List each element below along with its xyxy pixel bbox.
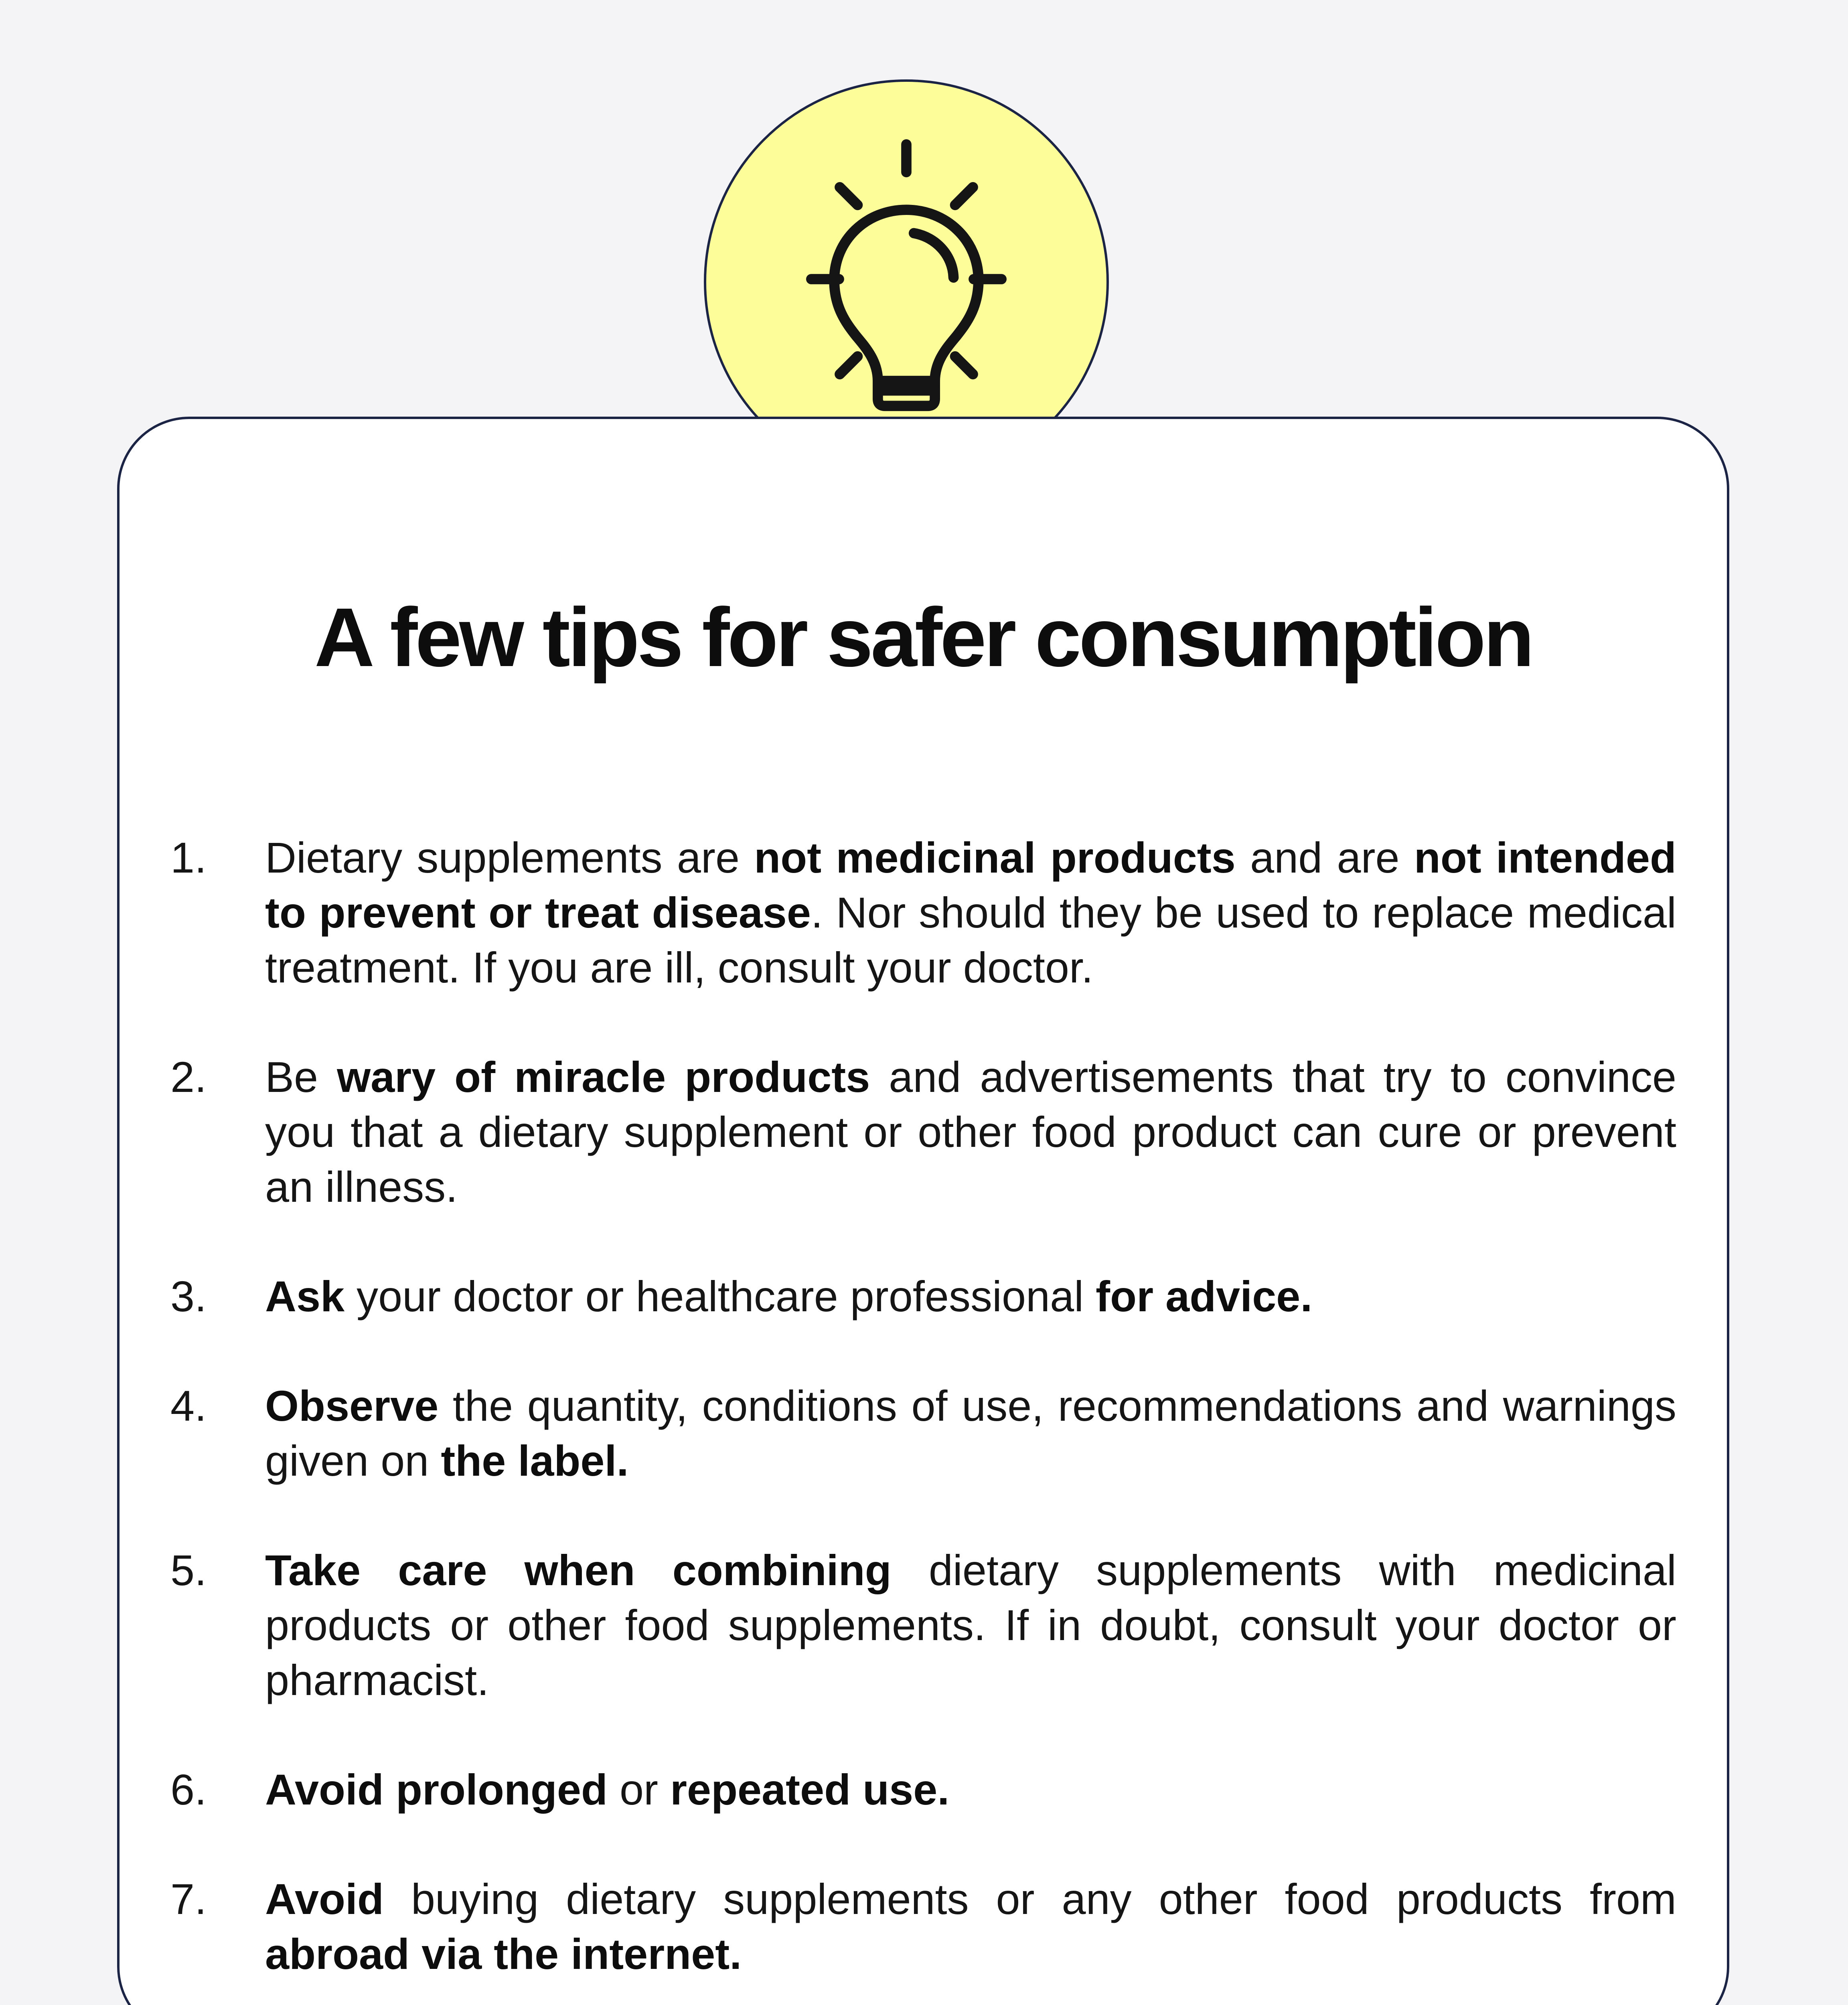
tip-text-bold: wary of miracle products <box>337 1053 870 1101</box>
tip-number: 7. <box>170 1875 207 1923</box>
tip-text-regular: and are <box>1235 833 1414 882</box>
tip-number: 1. <box>170 833 207 882</box>
tips-list <box>170 830 1676 2005</box>
tip-number: 3. <box>170 1272 207 1320</box>
tip-number: 5. <box>170 1546 207 1594</box>
tip-number: 4. <box>170 1381 207 1430</box>
tip-text-regular: the quantity, conditions of use, recommendations and warnings given on <box>265 1381 1676 1485</box>
tip-text-regular: and advertisements that try to convince you that a dietary supplement or other food product can cure or prevent an illness. <box>265 1053 1677 1211</box>
tip-text-bold: Avoid <box>265 1875 384 1923</box>
tip-text <box>265 1543 1676 1707</box>
tip-text-bold: abroad via the internet. <box>265 1930 742 1978</box>
tip-text-bold: not medicinal products <box>754 833 1236 882</box>
tip-item <box>170 1378 1676 1488</box>
tip-text-bold: Observe <box>265 1381 439 1430</box>
tip-text <box>265 1049 1676 1214</box>
tip-item <box>170 830 1676 995</box>
tip-item <box>170 1049 1676 1214</box>
tip-text-bold: repeated use. <box>670 1765 950 1814</box>
tip-text-bold: not intended to prevent or treat disease <box>265 833 1676 937</box>
tip-item <box>170 1871 1676 1981</box>
tip-text-bold: Take care when combining <box>265 1546 892 1594</box>
tip-text <box>265 830 1676 995</box>
tip-text-regular: . Nor should they be used to replace medical treatment. If you are ill, consult your doctor. <box>265 888 1677 992</box>
tip-text <box>265 1378 1676 1488</box>
tip-text <box>265 1871 1676 1981</box>
tip-number: 6. <box>170 1765 207 1814</box>
tip-item <box>170 1269 1676 1324</box>
tip-text-bold: the label. <box>441 1436 629 1485</box>
tip-text <box>265 1269 1676 1324</box>
tip-text-regular: Be <box>265 1053 337 1101</box>
tip-item <box>170 1543 1676 1707</box>
tip-text-bold: Ask <box>265 1272 345 1320</box>
tip-text-regular: Dietary supplements are <box>265 833 754 882</box>
tip-text-bold: for advice. <box>1096 1272 1313 1320</box>
tip-text <box>265 1762 1676 1817</box>
tip-item <box>170 1762 1676 1817</box>
tip-text-bold: Avoid prolonged <box>265 1765 608 1814</box>
page-title: A few tips for safer consumption <box>314 591 1532 684</box>
tip-text-regular: or <box>607 1765 670 1814</box>
tip-text-regular: your doctor or healthcare professional <box>344 1272 1096 1320</box>
tip-text-regular: dietary supplements with medicinal products or other food supplements. If in doubt, consult your doctor or pharmacist. <box>265 1546 1677 1704</box>
tip-number: 2. <box>170 1053 207 1101</box>
tip-text-regular: buying dietary supplements or any other food products from <box>384 1875 1676 1923</box>
